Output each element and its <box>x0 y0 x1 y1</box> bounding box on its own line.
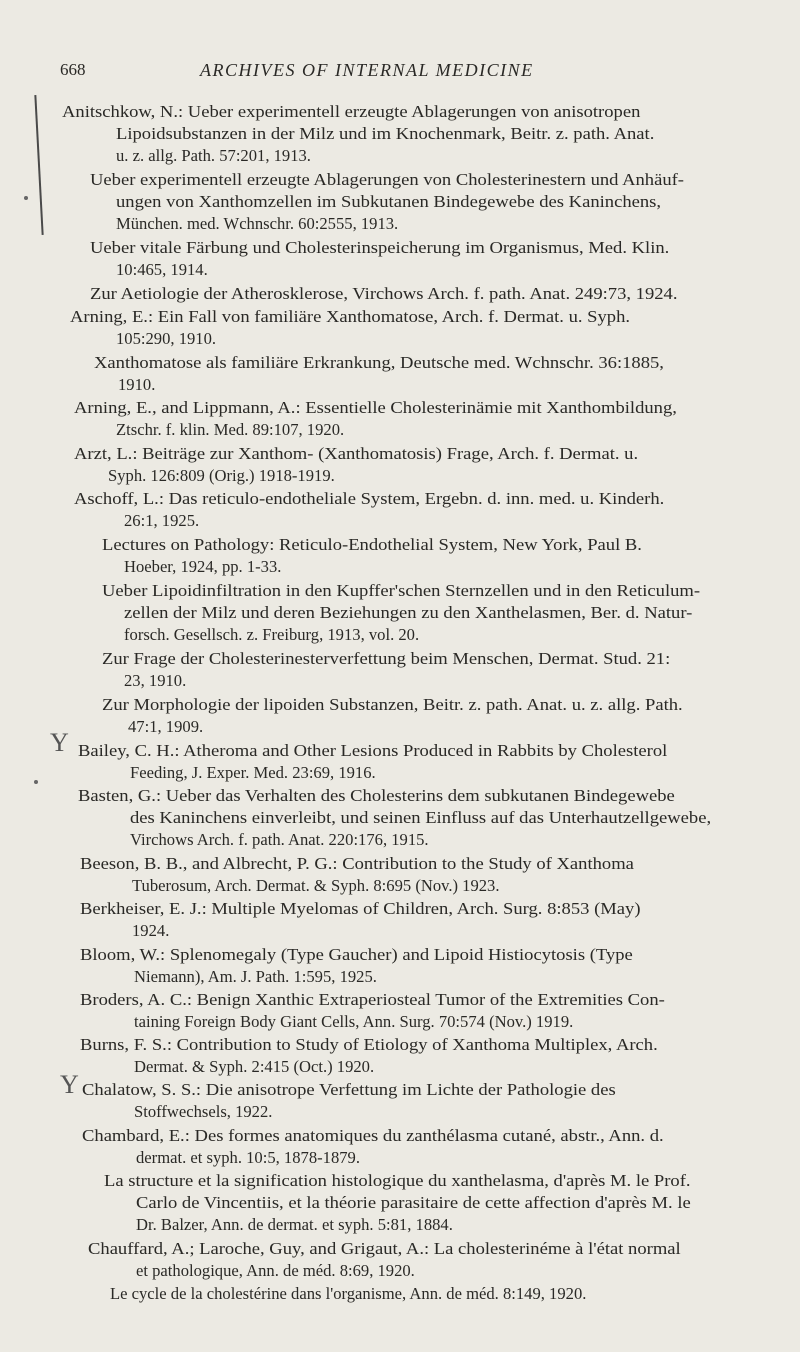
bibliography-line: 10:465, 1914. <box>116 260 208 279</box>
bibliography-line: ungen von Xanthomzellen im Subkutanen Bindegewebe des Kaninchens, <box>116 192 662 211</box>
bibliography-line: Virchows Arch. f. path. Anat. 220:176, 1915. <box>130 830 429 849</box>
bibliography-line: Bloom, W.: Splenomegaly (Type Gaucher) and Lipoid Histiocytosis (Type <box>80 945 633 964</box>
bibliography-line: zellen der Milz und deren Beziehungen zu den Xanthelasmen, Ber. d. Natur- <box>124 603 693 622</box>
bibliography-line: 1910. <box>118 375 156 394</box>
bibliography-line: Le cycle de la cholestérine dans l'organisme, Ann. de méd. 8:149, 1920. <box>110 1284 587 1303</box>
bibliography-line: Tuberosum, Arch. Dermat. & Syph. 8:695 (Nov.) 1923. <box>132 876 500 895</box>
bibliography-line: Beeson, B. B., and Albrecht, P. G.: Contribution to the Study of Xanthoma <box>80 854 634 873</box>
bibliography-line: Ueber experimentell erzeugte Ablagerungen von Cholesterinestern und Anhäuf- <box>90 170 685 189</box>
bibliography-line: Stoffwechsels, 1922. <box>134 1102 273 1121</box>
bibliography-line: Dermat. & Syph. 2:415 (Oct.) 1920. <box>134 1057 375 1076</box>
bibliography-line: Aschoff, L.: Das reticulo-endotheliale System, Ergebn. d. inn. med. u. Kinderh. <box>74 489 665 508</box>
bibliography-line: 23, 1910. <box>124 671 187 690</box>
bibliography-line: Chambard, E.: Des formes anatomiques du zanthélasma cutané, abstr., Ann. d. <box>82 1126 664 1145</box>
bibliography-line: Bailey, C. H.: Atheroma and Other Lesions Produced in Rabbits by Cholesterol <box>78 741 668 760</box>
bibliography-line: Ztschr. f. klin. Med. 89:107, 1920. <box>116 420 345 439</box>
bibliography-line: Dr. Balzer, Ann. de dermat. et syph. 5:81, 1884. <box>136 1215 453 1234</box>
bibliography-line: Zur Frage der Cholesterinesterverfettung beim Menschen, Dermat. Stud. 21: <box>102 649 671 668</box>
page-number: 668 <box>60 60 86 79</box>
bibliography-line: Arning, E.: Ein Fall von familiäre Xanthomatose, Arch. f. Dermat. u. Syph. <box>70 307 631 326</box>
margin-dot <box>34 780 38 784</box>
bibliography-line: 26:1, 1925. <box>124 511 200 530</box>
bibliography-line: Chalatow, S. S.: Die anisotrope Verfettung im Lichte der Pathologie des <box>82 1080 616 1099</box>
bibliography-line: Zur Morphologie der lipoiden Substanzen, Beitr. z. path. Anat. u. z. allg. Path. <box>102 695 683 714</box>
bibliography-line: Niemann), Am. J. Path. 1:595, 1925. <box>134 967 377 986</box>
bibliography-line: Chauffard, A.; Laroche, Guy, and Grigaut, A.: La cholesterinéme à l'état normal <box>88 1239 681 1258</box>
bibliography-line: dermat. et syph. 10:5, 1878-1879. <box>136 1148 360 1167</box>
bibliography-line: Burns, F. S.: Contribution to Study of Etiology of Xanthoma Multiplex, Arch. <box>80 1035 658 1054</box>
bibliography-line: Lectures on Pathology: Reticulo-Endothelial System, New York, Paul B. <box>102 535 642 554</box>
bibliography-line: u. z. allg. Path. 57:201, 1913. <box>116 146 311 165</box>
bibliography-line: Basten, G.: Ueber das Verhalten des Cholesterins dem subkutanen Bindegewebe <box>78 786 675 805</box>
bibliography-line: München. med. Wchnschr. 60:2555, 1913. <box>116 214 399 233</box>
bibliography-line: 1924. <box>132 921 170 940</box>
bibliography-line: Broders, A. C.: Benign Xanthic Extraperiosteal Tumor of the Extremities Con- <box>80 990 665 1009</box>
bibliography-line: 105:290, 1910. <box>116 329 217 348</box>
bibliography-line: Arzt, L.: Beiträge zur Xanthom- (Xanthomatosis) Frage, Arch. f. Dermat. u. <box>74 444 639 463</box>
running-head: ARCHIVES OF INTERNAL MEDICINE <box>200 60 534 80</box>
bibliography-line: Syph. 126:809 (Orig.) 1918-1919. <box>108 466 335 485</box>
bibliography-line: des Kaninchens einverleibt, und seinen Einfluss auf das Unterhautzellgewebe, <box>130 808 712 827</box>
bibliography-line: Hoeber, 1924, pp. 1-33. <box>124 557 282 576</box>
bibliography-line: Carlo de Vincentiis, et la théorie parasitaire de cette affection d'après M. le <box>136 1193 691 1212</box>
bibliography-line: et pathologique, Ann. de méd. 8:69, 1920. <box>136 1261 415 1280</box>
bibliography-line: 47:1, 1909. <box>128 717 204 736</box>
bibliography-line: Lipoidsubstanzen in der Milz und im Knochenmark, Beitr. z. path. Anat. <box>116 124 655 143</box>
margin-mark-bailey: Y <box>50 728 69 757</box>
bibliography-line: Xanthomatose als familiäre Erkrankung, Deutsche med. Wchnschr. 36:1885, <box>94 353 664 372</box>
page-header <box>60 60 780 90</box>
bibliography-line: Zur Aetiologie der Atherosklerose, Virchows Arch. f. path. Anat. 249:73, 1924. <box>90 284 678 303</box>
margin-mark-chalatow: Y <box>60 1070 79 1099</box>
bibliography-line: Feeding, J. Exper. Med. 23:69, 1916. <box>130 763 376 782</box>
bibliography-line: taining Foreign Body Giant Cells, Ann. Surg. 70:574 (Nov.) 1919. <box>134 1012 574 1031</box>
margin-bracket-line <box>34 95 43 235</box>
bibliography-line: Berkheiser, E. J.: Multiple Myelomas of Children, Arch. Surg. 8:853 (May) <box>80 899 641 918</box>
bibliography-line: La structure et la signification histologique du xanthelasma, d'après M. le Prof. <box>104 1171 691 1190</box>
bibliography-line: Anitschkow, N.: Ueber experimentell erzeugte Ablagerungen von anisotropen <box>62 102 641 121</box>
bibliography-line: Arning, E., and Lippmann, A.: Essentielle Cholesterinämie mit Xanthombildung, <box>74 398 677 417</box>
bibliography-line: Ueber Lipoidinfiltration in den Kupffer'schen Sternzellen und in den Reticulum- <box>102 581 701 600</box>
margin-dot <box>24 196 28 200</box>
bibliography-line: forsch. Gesellsch. z. Freiburg, 1913, vol. 20. <box>124 625 420 644</box>
bibliography-line: Ueber vitale Färbung und Cholesterinspeicherung im Organismus, Med. Klin. <box>90 238 670 257</box>
